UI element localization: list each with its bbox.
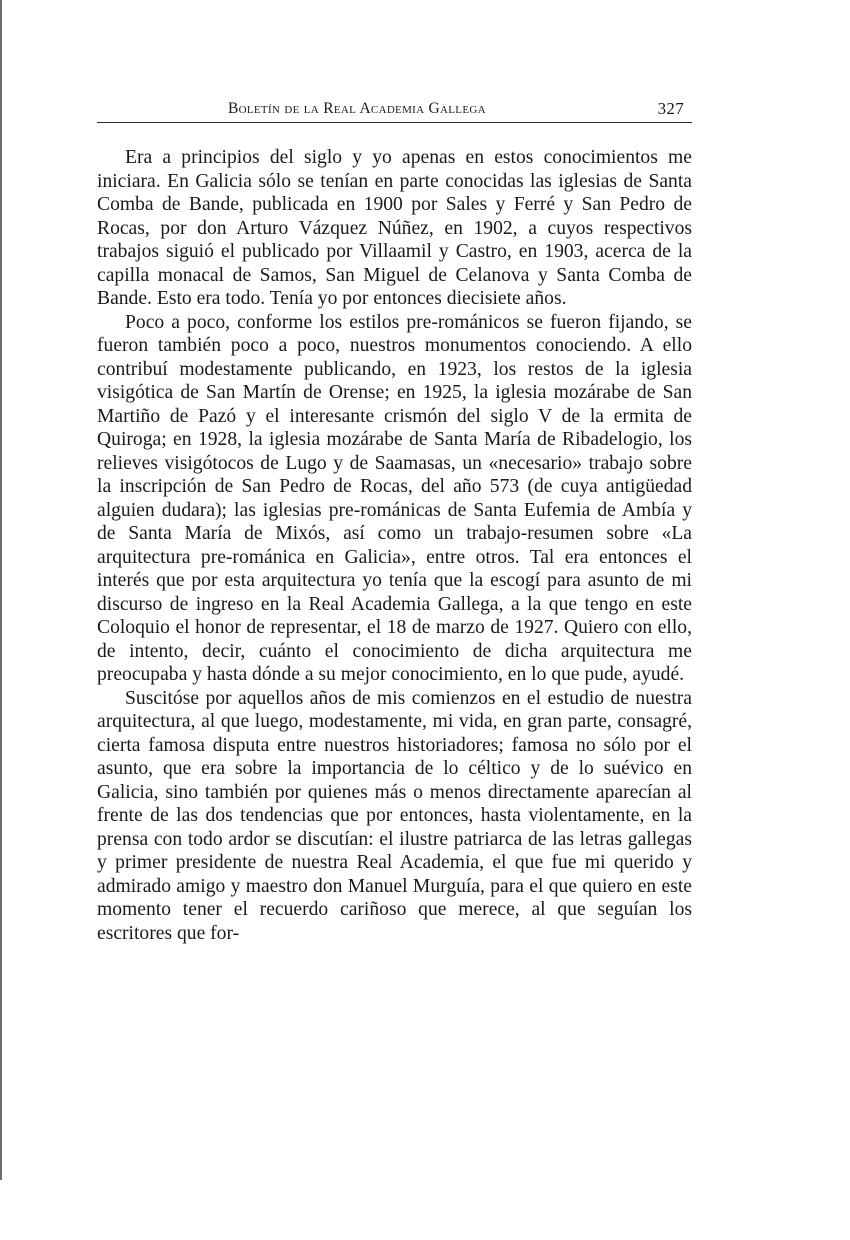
- running-title: Boletín de la Real Academia Gallega: [228, 100, 486, 117]
- paragraph-1: Era a principios del siglo y yo apenas en estos conocimientos me iniciara. En Galicia sólo se tenían en parte conocidas las iglesias de Santa Comba de Bande, publicada en 1900 por Sales y Ferré y San Pedro de Rocas, por don Arturo Vázquez Núñez, en 1902, a cuyos respectivos trabajos siguió el publicado por Villaamil y Castro, en 1903, acerca de la capilla monacal de Samos, San Miguel de Celanova y Santa Comba de Bande. Esto era todo. Tenía yo por entonces diecisiete años.: [97, 147, 692, 309]
- scan-edge-line: [0, 0, 2, 1180]
- paragraph-3: Suscitóse por aquellos años de mis comienzos en el estudio de nuestra arquitectura, al que luego, modestamente, mi vida, en gran parte, consagré, cierta famosa disputa entre nuestros historiadores; famosa no sólo por el asunto, que era sobre la importancia de lo céltico y de lo suévico en Galicia, sino también por quienes más o menos directamente aparecían al frente de las dos tendencias que por entonces, hasta violentamente, en la prensa con todo ardor se discutían: el ilustre patriarca de las letras gallegas y primer presidente de nuestra Real Academia, el que fue mi querido y admirado amigo y maestro don Manuel Murguía, para el que quiero en este momento tener el recuerdo cariñoso que merece, al que seguían los escritores que for-: [97, 687, 692, 944]
- book-page: [97, 96, 692, 945]
- page-number: 327: [657, 99, 684, 118]
- body-text: [97, 146, 692, 945]
- paragraph-2: Poco a poco, conforme los estilos pre-románicos se fueron fijando, se fueron también poco a poco, nuestros monumentos conociendo. A ello contribuí modestamente publicando, en 1923, los restos de la iglesia visigótica de San Martín de Orense; en 1925, la iglesia mozárabe de San Martiño de Pazó y el interesante crismón del siglo V de la ermita de Quiroga; en 1928, la iglesia mozárabe de Santa María de Ribadelogio, los relieves visigótocos de Lugo y de Saamasas, un «necesario» trabajo sobre la inscripción de San Pedro de Rocas, del año 573 (de cuya antigüedad alguien dudara); las iglesias pre-románicas de Santa Eufemia de Ambía y de Santa María de Mixós, así como un trabajo-resumen sobre «La arquitectura pre-románica en Galicia», entre otros. Tal era entonces el interés que por esta arquitectura yo tenía que la escogí para asunto de mi discurso de ingreso en la Real Academia Gallega, a la que tengo en este Coloquio el honor de representar, el 18 de marzo de 1927. Quiero con ello, de intento, decir, cuánto el conocimiento de dicha arquitectura me preocupaba y hasta dónde a su mejor conocimiento, en lo que pude, ayudé.: [97, 311, 692, 685]
- running-header: [97, 96, 692, 123]
